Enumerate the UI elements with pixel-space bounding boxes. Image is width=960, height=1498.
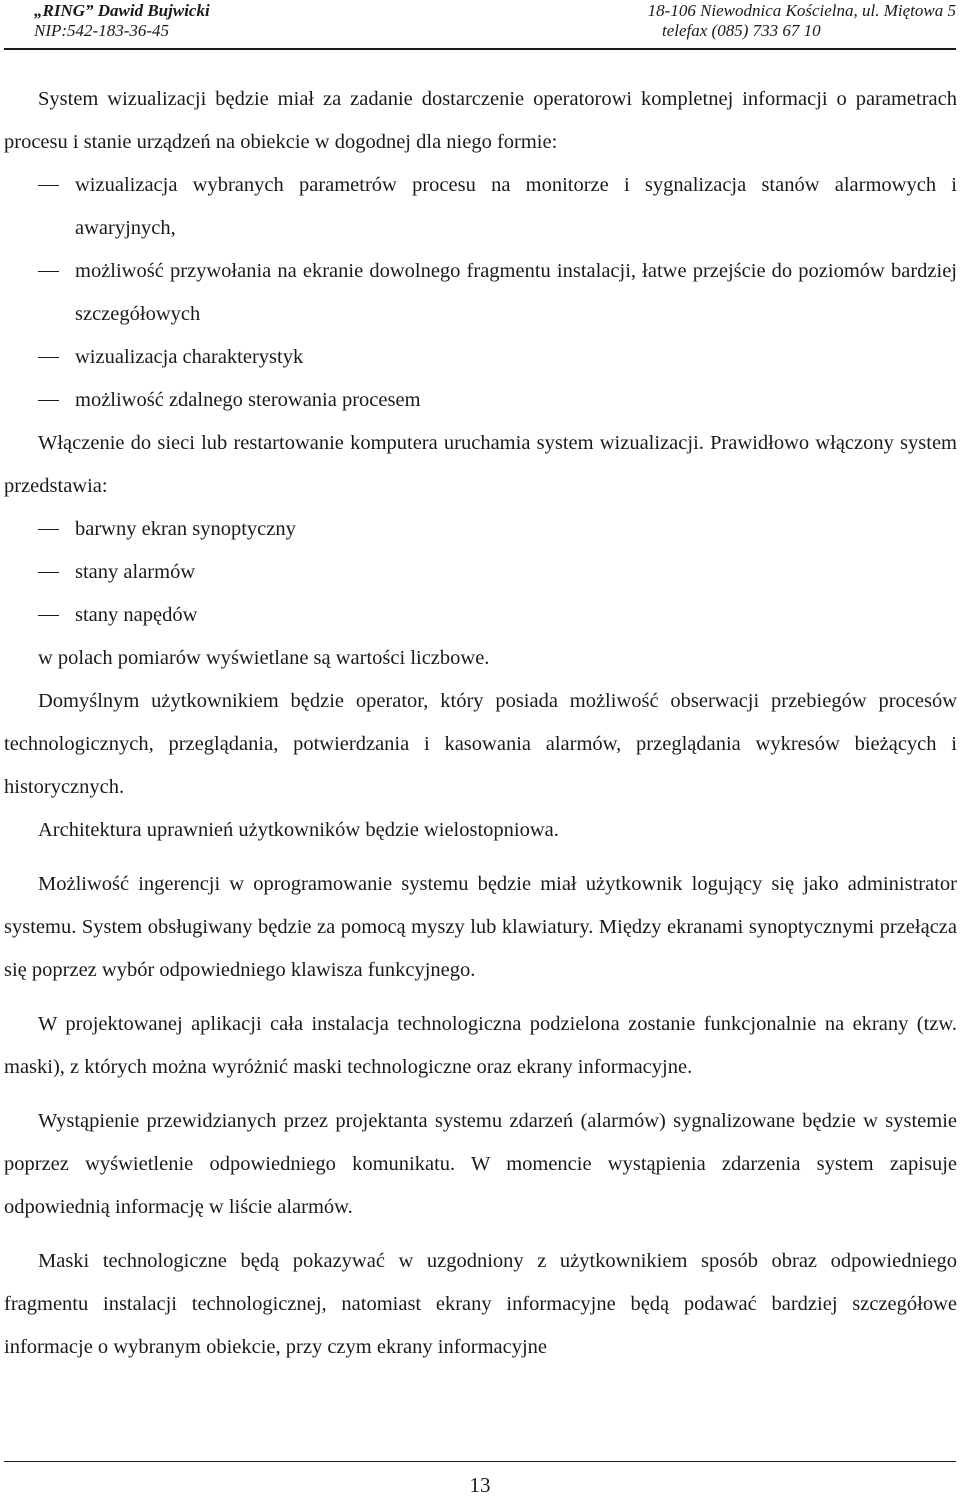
list-item-text: barwny ekran synoptyczny (75, 518, 296, 540)
list-item (4, 379, 957, 422)
masks-paragraph: Maski technologiczne będą pokazywać w uzgodniony z użytkownikiem sposób obraz odpowiedniego fragmentu instalacji technologicznej, natomiast ekrany informacyjne będą podawać bardziej szczegółowe informacje o wybranym obiekcie, przy czym ekrany informacyjne (4, 1250, 957, 1358)
header-divider (4, 48, 956, 50)
admin-paragraph: Możliwość ingerencji w oprogramowanie systemu będzie miał użytkownik logujący się jako administrator systemu. System obsługiwany będzie za pomocą myszy lub klawiatury. Między ekranami synoptycznymi przełącza się poprzez wybór odpowiedniego klawisza funkcyjnego. (4, 873, 957, 981)
footer-divider (4, 1461, 956, 1462)
intro-paragraph: System wizualizacji będzie miał za zadanie dostarczenie operatorowi kompletnej informacji o parametrach procesu i stanie urządzeń na obiekcie w dogodnej dla niego formie: (4, 88, 957, 153)
company-phone: telefax (085) 733 67 10 (662, 21, 821, 40)
dash-bullet (38, 400, 59, 401)
page-number: 13 (469, 1473, 491, 1497)
list-item-text: wizualizacja charakterystyk (75, 346, 304, 368)
company-name: „RING” Dawid Bujwicki (34, 1, 210, 20)
tax-id: NIP:542-183-36-45 (34, 21, 170, 40)
list-item (4, 336, 957, 379)
operator-paragraph: Domyślnym użytkownikiem będzie operator, który posiada możliwość obserwacji przebiegów procesów technologicznych, przeglądania, potwierdzania i kasowania alarmów, przeglądania wykresów bieżących i historycznych. (4, 690, 957, 798)
list-item (4, 164, 957, 250)
permissions-paragraph: Architektura uprawnień użytkowników będzie wielostopniowa. (38, 819, 559, 841)
list-item (4, 250, 957, 336)
display-list (4, 508, 957, 637)
feature-list (4, 164, 957, 422)
document-body (4, 78, 957, 1369)
dash-bullet (38, 357, 59, 358)
dash-bullet (38, 185, 59, 186)
list-item (4, 508, 957, 551)
alarms-paragraph: Wystąpienie przewidzianych przez projektanta systemu zdarzeń (alarmów) sygnalizowane będzie w systemie poprzez wyświetlenie odpowiedniego komunikatu. W momencie wystąpienia zdarzenia system zapisuje odpowiednią informację w liście alarmów. (4, 1110, 957, 1218)
dash-bullet (38, 572, 59, 573)
company-address: 18-106 Niewodnica Kościelna, ul. Miętowa 5 (647, 1, 956, 20)
dash-bullet (38, 271, 59, 272)
list-item-text: stany napędów (75, 604, 198, 626)
list-item-text: stany alarmów (75, 561, 196, 583)
list-item (4, 594, 957, 637)
startup-paragraph: Włączenie do sieci lub restartowanie komputera uruchamia system wizualizacji. Prawidłowo włączony system przedstawia: (4, 432, 957, 497)
list-item-text: możliwość zdalnego sterowania procesem (75, 389, 421, 411)
dash-bullet (38, 615, 59, 616)
page-header (4, 0, 956, 52)
list-item (4, 551, 957, 594)
dash-bullet (38, 529, 59, 530)
measurements-paragraph: w polach pomiarów wyświetlane są wartości liczbowe. (38, 647, 490, 669)
list-item-text: możliwość przywołania na ekranie dowolnego fragmentu instalacji, łatwe przejście do poziomów bardziej szczegółowych (75, 260, 957, 325)
screens-paragraph: W projektowanej aplikacji cała instalacja technologiczna podzielona zostanie funkcjonalnie na ekrany (tzw. maski), z których można wyróżnić maski technologiczne oraz ekrany informacyjne. (4, 1013, 957, 1078)
list-item-text: wizualizacja wybranych parametrów procesu na monitorze i sygnalizacja stanów alarmowych i awaryjnych, (75, 174, 957, 239)
